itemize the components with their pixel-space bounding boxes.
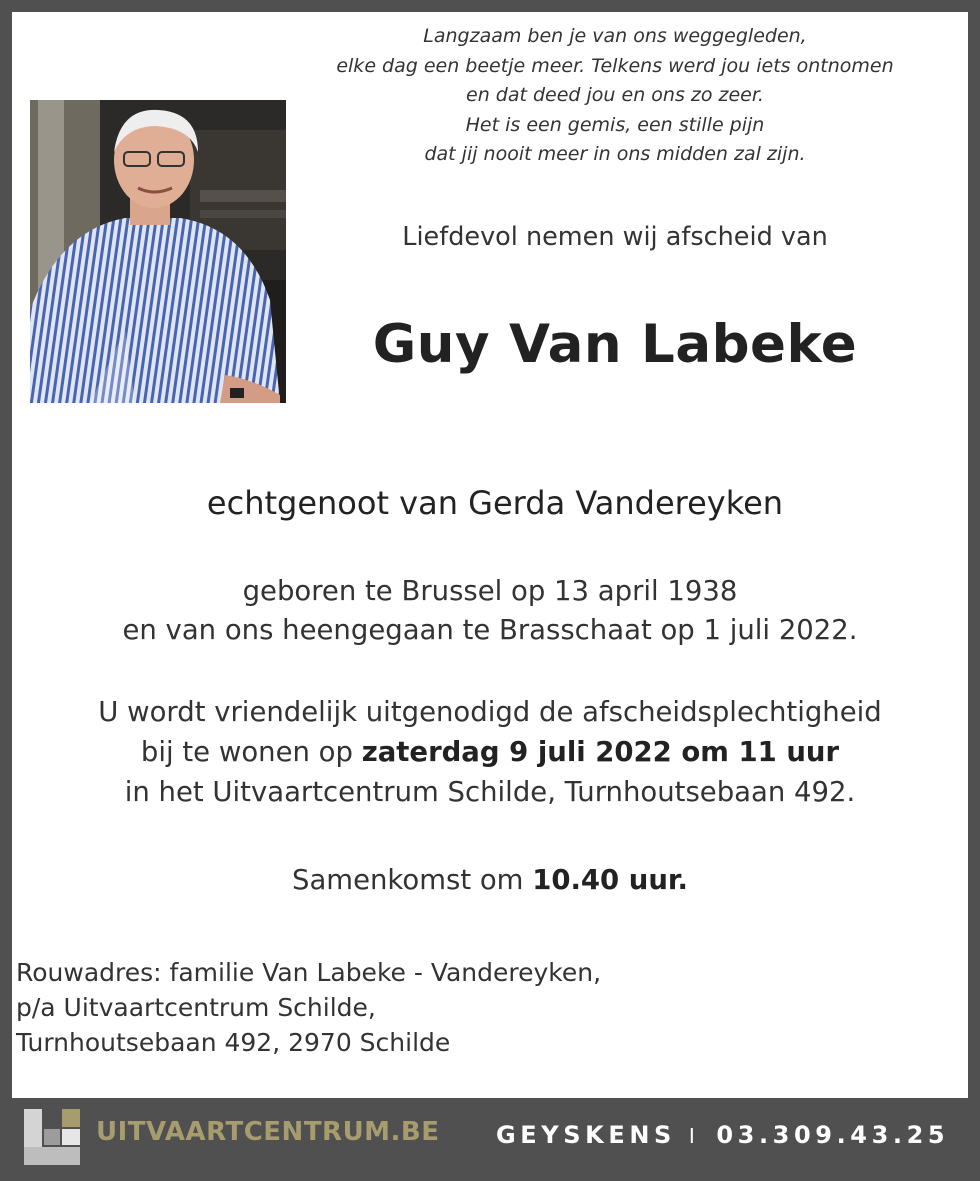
uitvaartcentrum-logo-icon	[24, 1109, 80, 1165]
poem-line: Langzaam ben je van ons weggegleden,	[423, 25, 807, 47]
ceremony-datetime: zaterdag 9 juli 2022 om 11 uur	[361, 736, 840, 768]
gathering-prefix: Samenkomst om	[291, 864, 533, 896]
phone-number: 03.309.43.25	[716, 1121, 950, 1149]
poem-line: Het is een gemis, een stille pijn	[465, 113, 765, 136]
footer-contact	[496, 1121, 949, 1149]
poem-line: dat jij nooit meer in ons midden zal zijn.	[424, 143, 806, 165]
address-line: Turnhoutsebaan 492, 2970 Schilde	[16, 1028, 451, 1057]
poem-line: en dat deed jou en ons zo zeer.	[466, 84, 764, 106]
contact-separator: I	[688, 1124, 700, 1148]
gathering-hour: 10.40 uur.	[532, 864, 689, 896]
death-line: en van ons heengegaan te Brasschaat op 1 juli 2022.	[122, 614, 858, 646]
company-name: GEYSKENS	[496, 1121, 676, 1149]
ceremony-invitation	[0, 692, 980, 812]
gathering-time	[0, 861, 980, 900]
spouse-line: echtgenoot van Gerda Vandereyken	[206, 484, 784, 522]
brand-website: UITVAARTCENTRUM.BE	[96, 1117, 440, 1147]
deceased-name: Guy Van Labeke	[372, 314, 858, 375]
birth-death-info	[0, 572, 980, 650]
mourning-address	[16, 955, 601, 1060]
invite-line: U wordt vriendelijk uitgenodigd de afscheidsplechtigheid	[98, 696, 882, 728]
portrait-illustration	[30, 100, 286, 403]
poem-line: elke dag een beetje meer. Telkens werd jou iets ontnomen	[336, 54, 894, 77]
intro-text: Liefdevol nemen wij afscheid van	[402, 222, 828, 252]
poem	[300, 22, 930, 170]
portrait-photo	[30, 100, 286, 403]
birth-line: geboren te Brussel op 13 april 1938	[242, 575, 738, 607]
address-line: p/a Uitvaartcentrum Schilde,	[16, 993, 376, 1022]
invite-line	[0, 732, 980, 772]
address-line: Rouwadres: familie Van Labeke - Vandereyken,	[16, 958, 602, 987]
ceremony-location: in het Uitvaartcentrum Schilde, Turnhoutsebaan 492.	[124, 776, 856, 808]
invite-prefix: bij te wonen op	[140, 736, 362, 768]
